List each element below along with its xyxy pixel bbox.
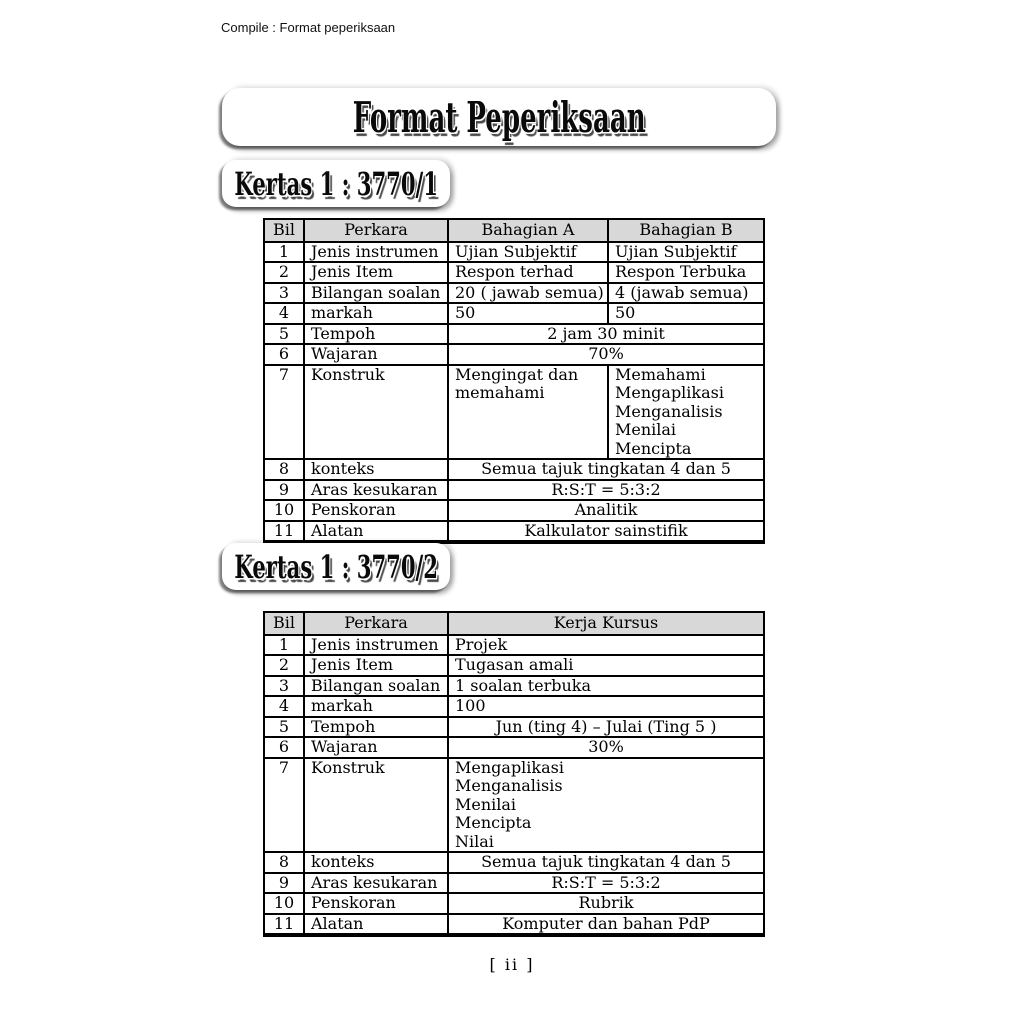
page-title: Format Peperiksaan [352,92,646,142]
table-row [264,521,764,543]
table-row [264,893,764,914]
cell-value: R:S:T = 5:3:2 [448,873,764,894]
cell-bil: 11 [264,521,304,543]
table-row [264,873,764,894]
cell-value: 100 [448,696,764,717]
cell-value: Analitik [448,500,764,521]
cell-value: Ujian Subjektif [448,242,608,263]
cell-value-line: Mengaplikasi [455,757,564,777]
cell-perkara: Alatan [304,914,448,936]
cell-value: 70% [448,344,764,365]
cell-value: Kalkulator sainstifik [448,521,764,543]
cell-perkara: Jenis Item [304,262,448,283]
main-title-banner [222,88,776,146]
cell-perkara: Konstruk [304,758,448,853]
cell-bil: 6 [264,344,304,365]
section-title-kertas-1: Kertas 1 : 3770/1 [234,164,438,203]
cell-bil: 8 [264,852,304,873]
cell-value: 20 ( jawab semua) [448,283,608,304]
cell-value: Rubrik [448,893,764,914]
section-banner-kertas-1 [222,160,450,207]
cell-perkara: Jenis instrumen [304,242,448,263]
cell-value-line: Mengaplikasi [615,383,724,402]
cell-value-line: Menganalisis [455,776,563,795]
cell-perkara: Jenis Item [304,655,448,676]
table-row [264,852,764,873]
section-title-kertas-2: Kertas 1 : 3770/2 [234,547,438,586]
cell-value-line: Memahami [615,364,706,384]
cell-value: Projek [448,635,764,656]
cell-bil: 10 [264,893,304,914]
cell-value: Semua tajuk tingkatan 4 dan 5 [448,459,764,480]
cell-bil: 8 [264,459,304,480]
cell-value-line: Mencipta [455,813,532,832]
table-header-row [264,612,764,635]
table-row [264,262,764,283]
column-header: Bil [264,612,304,635]
cell-value [448,758,764,853]
column-header: Perkara [304,219,448,242]
table-row [264,365,764,460]
table-row [264,635,764,656]
table-row [264,914,764,936]
table-row [264,303,764,324]
cell-value: Jun (ting 4) – Julai (Ting 5 ) [448,717,764,738]
cell-perkara: konteks [304,852,448,873]
table-row [264,500,764,521]
cell-bil: 3 [264,676,304,697]
cell-perkara: Wajaran [304,344,448,365]
cell-perkara: Penskoran [304,500,448,521]
column-header: Bil [264,219,304,242]
cell-value [448,365,608,460]
cell-perkara: Wajaran [304,737,448,758]
cell-value: R:S:T = 5:3:2 [448,480,764,501]
cell-value: Respon Terbuka [608,262,764,283]
table-row [264,758,764,853]
page-number: [ ii ] [489,955,535,974]
cell-bil: 6 [264,737,304,758]
cell-value-line: Mencipta [615,438,692,458]
exam-format-table-3770-1 [263,218,765,544]
cell-perkara: Alatan [304,521,448,543]
cell-perkara: Bilangan soalan [304,676,448,697]
cell-value: Ujian Subjektif [608,242,764,263]
table-row [264,283,764,304]
cell-perkara: Aras kesukaran [304,480,448,501]
cell-bil: 5 [264,717,304,738]
cell-value: 50 [448,303,608,324]
cell-perkara: markah [304,696,448,717]
column-header: Bahagian A [448,219,608,242]
cell-bil: 7 [264,758,304,853]
table-header-row [264,219,764,242]
cell-value-line: memahami [455,383,545,402]
cell-value-line: Mengingat dan [455,364,579,384]
cell-value-line: Nilai [455,831,494,851]
cell-perkara: Aras kesukaran [304,873,448,894]
cell-bil: 9 [264,873,304,894]
cell-perkara: konteks [304,459,448,480]
cell-value: Komputer dan bahan PdP [448,914,764,936]
cell-bil: 1 [264,242,304,263]
cell-bil: 10 [264,500,304,521]
cell-bil: 4 [264,303,304,324]
table-row [264,737,764,758]
cell-value-line: Menilai [615,420,677,439]
cell-bil: 9 [264,480,304,501]
cell-bil: 7 [264,365,304,460]
cell-perkara: Jenis instrumen [304,635,448,656]
cell-perkara: Tempoh [304,324,448,345]
exam-format-table-3770-2 [263,611,765,937]
cell-value: 1 soalan terbuka [448,676,764,697]
cell-bil: 3 [264,283,304,304]
table-row [264,696,764,717]
cell-bil: 1 [264,635,304,656]
cell-value: 4 (jawab semua) [608,283,764,304]
table-row [264,655,764,676]
table-row [264,676,764,697]
section-banner-kertas-2 [222,543,450,590]
column-header: Perkara [304,612,448,635]
cell-value-line: Menilai [455,794,517,814]
column-header: Bahagian B [608,219,764,242]
cell-value [608,365,764,460]
cell-bil: 5 [264,324,304,345]
cell-perkara: Bilangan soalan [304,283,448,304]
cell-value: Semua tajuk tingkatan 4 dan 5 [448,852,764,873]
cell-value-line: Menganalisis [615,401,723,421]
table-row [264,324,764,345]
cell-bil: 4 [264,696,304,717]
table-row [264,717,764,738]
table-row [264,344,764,365]
cell-value: 2 jam 30 minit [448,324,764,345]
cell-perkara: Tempoh [304,717,448,738]
cell-bil: 11 [264,914,304,936]
column-header: Kerja Kursus [448,612,764,635]
table-row [264,480,764,501]
table-row [264,242,764,263]
cell-value: 50 [608,303,764,324]
table-row [264,459,764,480]
cell-value: 30% [448,737,764,758]
cell-value: Respon terhad [448,262,608,283]
cell-value: Tugasan amali [448,655,764,676]
cell-perkara: Penskoran [304,893,448,914]
cell-bil: 2 [264,655,304,676]
cell-perkara: Konstruk [304,365,448,460]
compile-note: Compile : Format peperiksaan [221,20,396,35]
cell-perkara: markah [304,303,448,324]
cell-bil: 2 [264,262,304,283]
